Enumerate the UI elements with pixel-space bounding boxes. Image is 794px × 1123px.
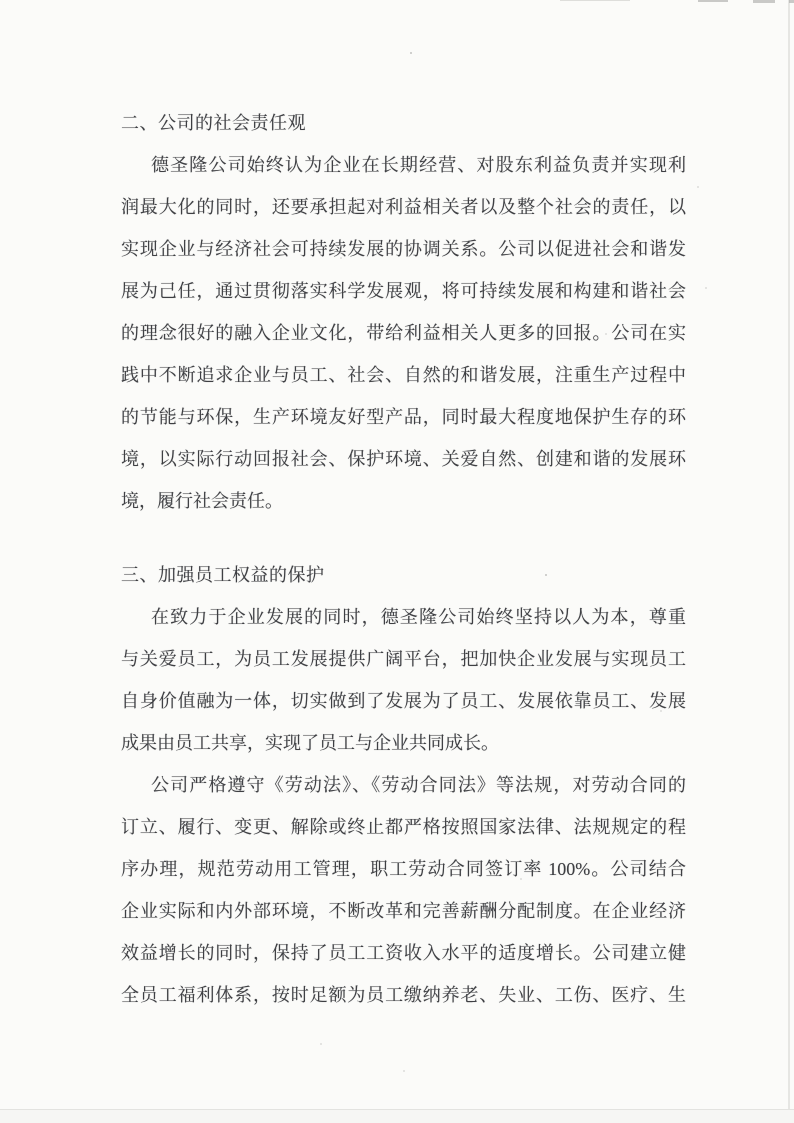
- scan-top-edge-mark: [560, 0, 630, 1]
- body-line: 全员工福利体系，按时足额为员工缴纳养老、失业、工伤、医疗、生: [121, 985, 686, 1005]
- document-text-block: [121, 102, 686, 1016]
- body-line: 实现企业与经济社会可持续发展的协调关系。公司以促进社会和谐发: [121, 239, 686, 259]
- body-line: 订立、履行、变更、解除或终止都严格按照国家法律、法规规定的程: [121, 817, 686, 837]
- scan-top-edge-mark: [789, 0, 794, 3]
- body-line: 境，以实际行动回报社会、保护环境、关爱自然、创建和谐的发展环: [121, 449, 686, 469]
- body-line: 德圣隆公司始终认为企业在长期经营、对股东利益负责并实现利: [151, 155, 686, 175]
- scan-speck: [403, 1070, 405, 1072]
- body-line: 的节能与环保，生产环境友好型产品，同时最大程度地保护生存的环: [121, 407, 686, 427]
- section-heading-employee-rights: 三、加强员工权益的保护: [121, 565, 325, 585]
- body-line: 公司严格遵守《劳动法》、《劳动合同法》等法规，对劳动合同的: [151, 775, 686, 795]
- body-line: 自身价值融为一体，切实做到了发展为了员工、发展依靠员工、发展: [121, 691, 686, 711]
- section-heading-social-responsibility: 二、公司的社会责任观: [121, 113, 306, 133]
- scan-speck: [660, 710, 662, 712]
- section-gap: [121, 522, 686, 554]
- scan-speck: [320, 1043, 322, 1045]
- scan-top-edge-mark: [698, 0, 728, 2]
- body-line: 展为己任，通过贯彻落实科学发展观，将可持续发展和构建和谐社会: [121, 281, 686, 301]
- body-line: 境，履行社会责任。: [121, 491, 283, 511]
- body-line: 成果由员工共享，实现了员工与企业共同成长。: [121, 733, 499, 753]
- scan-speck: [605, 333, 607, 335]
- body-line: 企业实际和内外部环境，不断改革和完善薪酬分配制度。在企业经济: [121, 901, 686, 921]
- scan-speck: [340, 257, 342, 259]
- body-line: 效益增长的同时，保持了员工工资收入水平的适度增长。公司建立健: [121, 943, 686, 963]
- body-line: 序办理，规范劳动用工管理，职工劳动合同签订率 100%。公司结合: [121, 859, 686, 879]
- body-line: 与关爱员工，为员工发展提供广阔平台，把加快企业发展与实现员工: [121, 649, 686, 669]
- body-line: 润最大化的同时，还要承担起对利益相关者以及整个社会的责任，以: [121, 197, 686, 217]
- scan-speck: [410, 52, 412, 54]
- scan-speck: [520, 878, 522, 880]
- scan-edge-vertical-line: [788, 0, 790, 1123]
- scan-top-edge-mark: [753, 0, 775, 3]
- scan-speck: [545, 574, 547, 576]
- body-line: 在致力于企业发展的同时，德圣隆公司始终坚持以人为本，尊重: [151, 607, 686, 627]
- scan-speck: [697, 186, 699, 188]
- scan-bottom-edge: [0, 1109, 794, 1123]
- body-line: 践中不断追求企业与员工、社会、自然的和谐发展，注重生产过程中: [121, 365, 686, 385]
- body-line: 的理念很好的融入企业文化，带给利益相关人更多的回报。公司在实: [121, 323, 686, 343]
- scan-speck: [705, 287, 707, 289]
